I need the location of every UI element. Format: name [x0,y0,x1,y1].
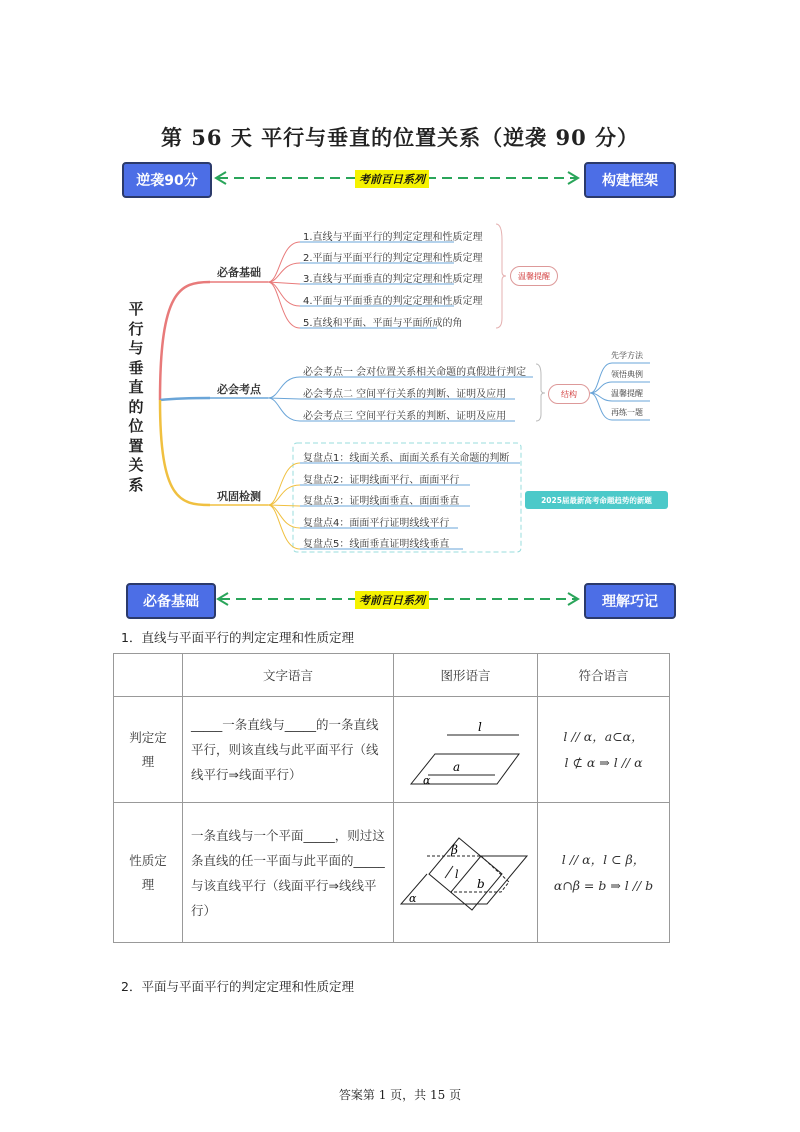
structure-sub: 温馨提醒 [611,389,643,398]
mindmap-item: 3.直线与平面垂直的判定定理和性质定理 [303,274,483,285]
label-a: a [453,760,461,774]
row-text: 一条直线与一个平面_____，则过这条直线的任一平面与此平面的_____与该直线平行（线面平行⇒线线平行） [183,803,394,943]
series-stamp: 考前百日系列 [355,170,429,188]
root-char: 系 [128,475,144,494]
mindmap-item: 2.平面与平面平行的判定定理和性质定理 [303,253,483,264]
mindmap-item: 必会考点二 空间平行关系的判断、证明及应用 [303,389,507,400]
theorem-table [113,653,670,943]
branch-label: 巩固检测 [217,490,261,503]
mindmap-item: 复盘点1：线面关系、面面关系有关命题的判断 [303,453,510,464]
mindmap-item: 5.直线和平面、平面与平面所成的角 [303,318,463,329]
row-text: _____一条直线与_____的一条直线平行，则该直线与此平面平行（线线平行⇒线面平行） [183,697,394,803]
symbol-cell [538,803,670,943]
header-cell: 符合语言 [538,654,670,697]
structure-sub: 先学方法 [611,351,643,360]
structure-sub: 领悟典例 [611,370,643,379]
math-line: α∩β = b ⇒ l // b [553,877,654,893]
header-cell: 文字语言 [183,654,394,697]
mindmap-item: 4.平面与平面垂直的判定定理和性质定理 [303,296,483,307]
label-l: l [478,720,482,734]
plane-intersection-figure [395,804,536,938]
page-title: 第 56 天 平行与垂直的位置关系（逆袭 90 分） [160,125,639,150]
page-footer: 答案第 1 页，共 15 页 [338,1088,462,1102]
mindmap-item: 必会考点一 会对位置关系相关命题的真假进行判定 [303,367,527,378]
label-alpha: α [423,774,431,787]
mindmap-item: 复盘点3：证明线面垂直、面面垂直 [303,496,460,507]
branch-label: 必备基础 [217,266,261,279]
section-heading: 2．平面与平面平行的判定定理和性质定理 [121,979,354,994]
header-cell: 图形语言 [394,654,538,697]
mindmap-root [127,300,145,495]
banner-right-label: 构建框架 [584,162,676,198]
section-heading: 1．直线与平面平行的判定定理和性质定理 [121,630,354,645]
root-char: 关 [128,456,144,474]
series-stamp: 考前百日系列 [355,591,429,609]
root-char: 行 [128,319,144,338]
mindmap-item: 1.直线与平面平行的判定定理和性质定理 [303,232,483,243]
label-beta: β [451,843,458,857]
structure-sub: 再练一题 [611,408,643,417]
branch-label: 必会考点 [217,383,261,396]
symbol-cell [538,697,670,803]
math-line: l // α，a⊂α， [563,728,644,744]
root-char: 垂 [128,358,144,377]
math-line: l ⊄ α ⇒ l // α [564,754,643,770]
mindmap-item: 复盘点5：线面垂直证明线线垂直 [303,539,450,550]
figure-cell [394,803,538,943]
plane-line-figure [395,698,536,798]
label-l: l [455,868,459,881]
row-name: 判定定理 [114,697,183,803]
reminder-tag: 温馨提醒 [510,266,558,286]
label-b: b [477,877,485,891]
root-char: 直 [128,378,144,396]
trend-tag: 2025届最新高考命题趋势的新题 [525,491,668,509]
root-char: 平 [128,300,144,318]
header-cell [114,654,183,697]
banner-right-label: 理解巧记 [584,583,676,619]
mindmap-item: 必会考点三 空间平行关系的判断、证明及应用 [303,411,507,422]
mindmap-item: 复盘点4：面面平行证明线线平行 [303,518,450,529]
mindmap-item: 复盘点2：证明线面平行、面面平行 [303,475,460,486]
banner-left-label: 必备基础 [126,583,216,619]
figure-cell [394,697,538,803]
root-char: 与 [128,339,144,357]
math-line: l // α，l ⊂ β， [561,851,646,867]
banner-left-label: 逆袭90分 [122,162,212,198]
label-alpha: α [409,892,417,905]
structure-tag: 结构 [548,384,590,404]
root-char: 置 [128,436,144,455]
row-name: 性质定理 [114,803,183,943]
root-char: 的 [128,397,144,416]
root-char: 位 [128,417,144,435]
